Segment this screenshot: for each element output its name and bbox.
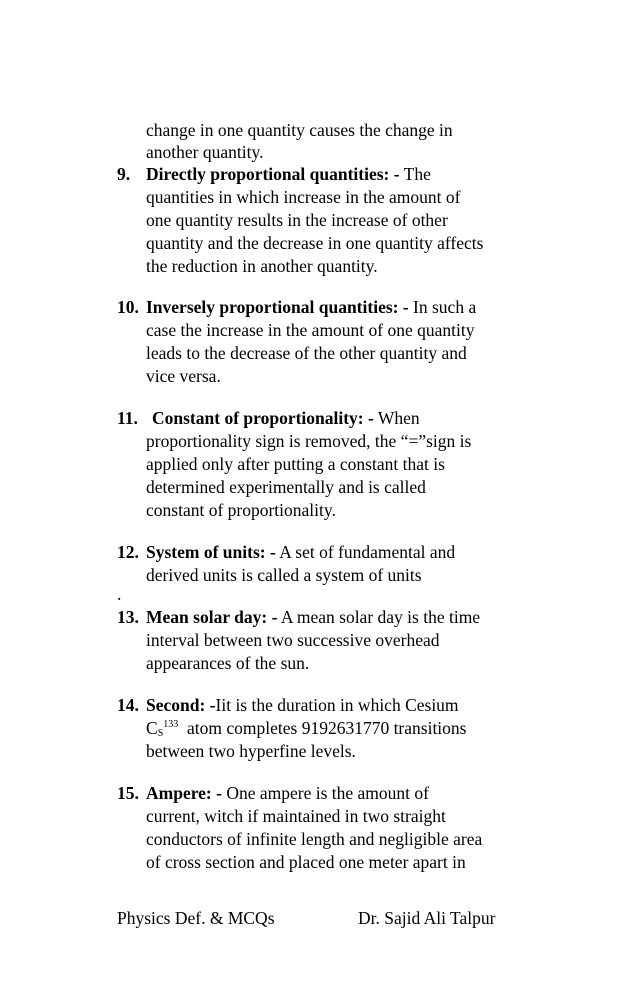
definition-term: Second: - [146,695,216,715]
stray-period: . [117,584,122,604]
item-number: 9. [117,164,131,184]
definition-term: Inversely proportional quantities: - [146,297,409,317]
footer-title: Physics Def. & MCQs [117,908,275,928]
definition-text: A set of fundamental and [275,542,456,562]
definition-text: The [399,164,431,184]
definition-text: One ampere is the amount of [221,783,429,803]
definition-term: Directly proportional quantities: - [146,164,400,184]
definition-line: constant of proportionality. [146,500,336,520]
definition-line: the reduction in another quantity. [146,256,378,276]
item-number: 13. [117,607,139,627]
definition-line: of cross section and placed one meter apart in [146,852,466,872]
definition-line: current, witch if maintained in two straight [146,806,446,826]
definition-line: case the increase in the amount of one quantity [146,320,475,340]
definition-line: leads to the decrease of the other quantity and [146,343,467,363]
definition-first-line [146,163,431,185]
definition-text: When [373,408,420,428]
definition-first-line [146,694,459,716]
cesium-rest: atom completes 9192631770 transitions [178,718,467,738]
definition-line: interval between two successive overhead [146,630,440,650]
definition-line: derived units is called a system of units [146,565,422,585]
cesium-subscript: S [157,728,164,739]
definition-term: Ampere: - [146,783,222,803]
cesium-symbol: C [146,718,158,738]
definition-line: proportionality sign is removed, the “=”sign is [146,431,472,451]
definition-line: between two hyperfine levels. [146,741,356,761]
definition-line: appearances of the sun. [146,653,310,673]
definition-term: Mean solar day: - [146,607,278,627]
item-number: 11. [117,408,138,428]
definition-first-line [146,541,455,563]
item-number: 12. [117,542,139,562]
definition-first-line [146,296,476,318]
definition-text: In such a [408,297,477,317]
footer-author: Dr. Sajid Ali Talpur [358,908,496,928]
definition-line: determined experimentally and is called [146,477,426,497]
item-number: 10. [117,297,139,317]
definition-line: one quantity results in the increase of other [146,210,448,230]
cesium-superscript: 133 [163,719,179,730]
definition-line: applied only after putting a constant that is [146,454,445,474]
definition-term: System of units: - [146,542,276,562]
definition-line: quantities in which increase in the amount of [146,187,461,207]
definition-text: A mean solar day is the time [277,607,481,627]
intro-line: another quantity. [146,142,264,162]
item-number: 15. [117,783,139,803]
definition-line: conductors of infinite length and negligible area [146,829,483,849]
definition-first-line [152,407,420,429]
intro-line: change in one quantity causes the change in [146,120,453,140]
cesium-line [146,717,466,739]
definition-first-line [146,782,429,804]
item-number: 14. [117,695,139,715]
definition-term: Constant of proportionality: - [152,408,374,428]
definition-line: vice versa. [146,366,221,386]
definition-line: quantity and the decrease in one quantity affects [146,233,484,253]
definition-first-line [146,606,480,628]
definition-text: Iit is the duration in which Cesium [215,695,459,715]
